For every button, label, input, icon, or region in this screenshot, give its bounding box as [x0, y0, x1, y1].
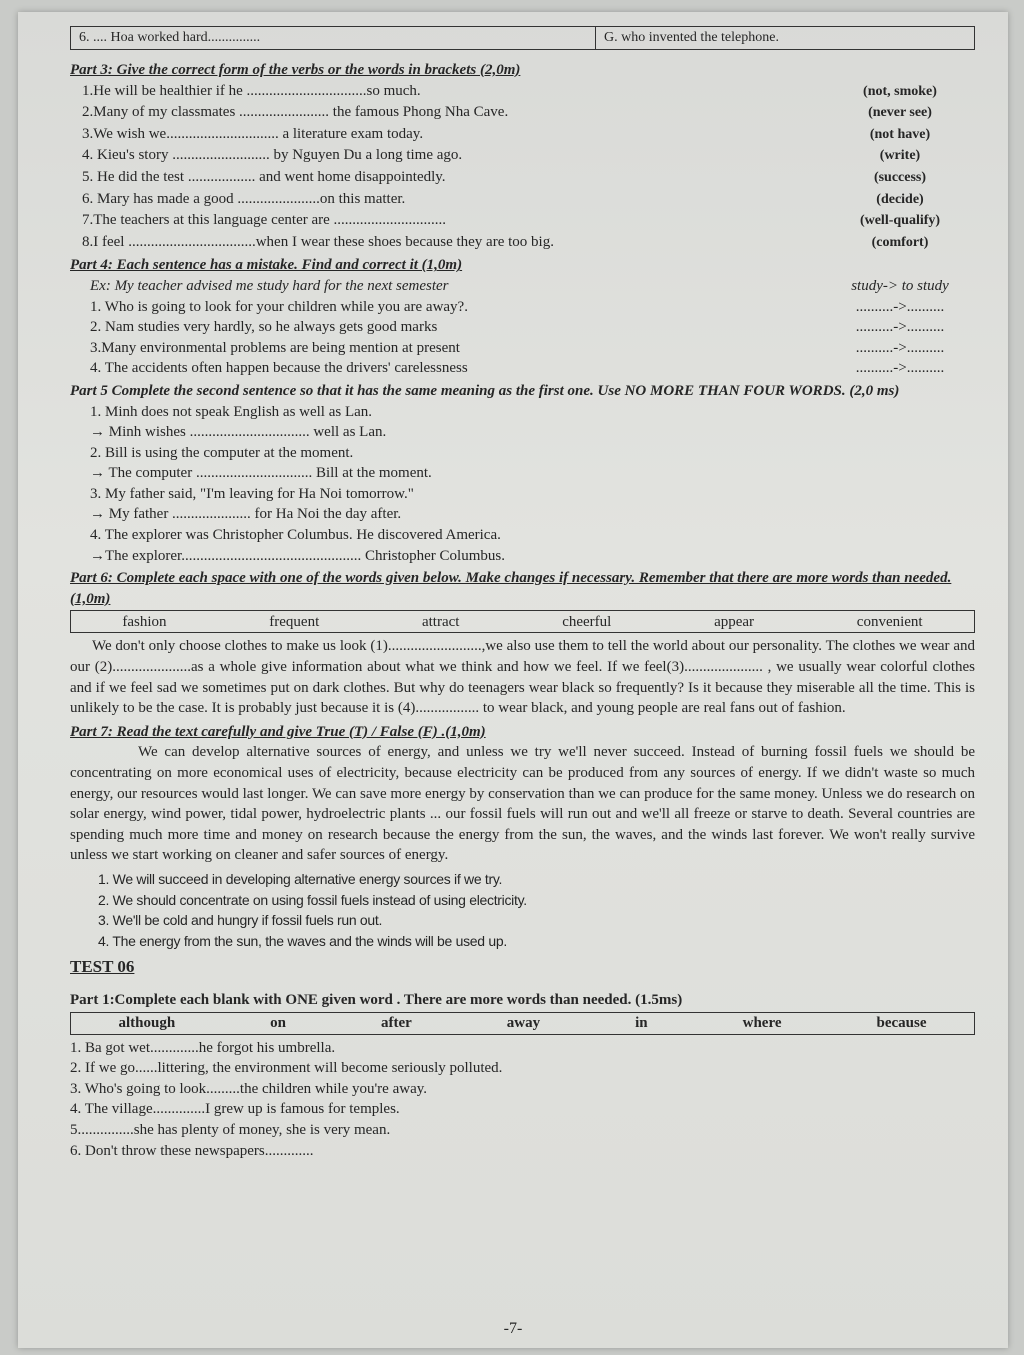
part3-hint: (not, smoke) — [863, 83, 937, 99]
part4-example-answer: study-> to study — [851, 277, 949, 294]
part4-example-text: Ex: My teacher advised me study hard for the next semester — [90, 277, 449, 294]
part3-item — [70, 145, 975, 167]
part3-question: 2.Many of my classmates ........................ the famous Phong Nha Cave. — [82, 104, 509, 121]
test06-part1-heading: Part 1:Complete each blank with ONE given word . There are more words than needed. (1.5ms) — [70, 991, 683, 1008]
part3-hint: (success) — [873, 169, 927, 185]
part4-question: 3.Many environmental problems are being mention at present — [90, 339, 460, 356]
part7-heading: Part 7: Read the text carefully and give True (T) / False (F) .(1,0m) — [70, 723, 486, 740]
matching-left: 6. .... Hoa worked hard............... — [71, 27, 596, 49]
test06-item: 2. If we go......littering, the environment will become seriously polluted. — [70, 1060, 503, 1077]
part3-question: 1.He will be healthier if he ................................so much. — [82, 82, 421, 99]
part4-item — [70, 358, 975, 379]
part3-question: 5. He did the test .................. and went home disappointedly. — [82, 168, 446, 185]
part6-passage: We don't only choose clothes to make us look (1).........................,we also use them to tell the world about our personality. The clothes we wear and our (2).....................as a whole give information about what we think and how we feel. If we feel(3)..................... , we usually wear colorful clothes and if we feel sad we sometimes put on dark clothes. But why do teenagers wear black so frequently? Is it because they miserable all the time. This is unlikely to be the case. It is probably just because it is (4)................. to wear black, and young people are real fans out of fashion. — [70, 638, 975, 717]
part7-statement: 2. We should concentrate on using fossil fuels instead of using electricity. — [98, 891, 527, 908]
test06-item: 6. Don't throw these newspapers............. — [70, 1142, 314, 1159]
part6-word-box — [70, 610, 975, 633]
part3-item — [70, 189, 975, 211]
word-box-item: appear — [714, 613, 755, 630]
part5-line: 1. Minh does not speak English as well as Lan. — [90, 403, 373, 420]
part3-question: 4. Kieu's story .......................... by Nguyen Du a long time ago. — [82, 147, 463, 164]
part5-line: 2. Bill is using the computer at the moment. — [90, 444, 354, 461]
part5-line: → My father ..................... for Ha Noi the day after. — [90, 506, 402, 523]
part3-hint: (decide) — [876, 191, 924, 207]
word-box-item: on — [270, 1014, 287, 1031]
test06-item: 3. Who's going to look.........the children while you're away. — [70, 1080, 428, 1097]
part3-hint: (well-qualify) — [859, 213, 941, 229]
part4-answer-blank: ..........->.......... — [855, 319, 945, 336]
part4-answer-blank: ..........->.......... — [855, 339, 945, 356]
part5-line: → The computer ............................... Bill at the moment. — [90, 465, 432, 482]
part3-question: 8.I feel ..................................when I wear these shoes because they are too big. — [82, 233, 554, 250]
part4-item — [70, 297, 975, 318]
part3-item — [70, 210, 975, 232]
part3-item — [70, 124, 975, 146]
part4-heading: Part 4: Each sentence has a mistake. Find and correct it (1,0m) — [70, 257, 463, 274]
part4-question: 2. Nam studies very hardly, so he always gets good marks — [90, 319, 438, 336]
test06-item: 5...............she has plenty of money, she is very mean. — [70, 1121, 391, 1138]
part5-line: → Minh wishes ................................ well as Lan. — [90, 424, 387, 441]
part3-item — [70, 102, 975, 124]
word-box-item: although — [118, 1014, 176, 1031]
part4-answer-blank: ..........->.......... — [855, 360, 945, 377]
matching-row — [70, 26, 975, 50]
part4-answer-blank: ..........->.......... — [855, 298, 945, 315]
page-number: -7- — [503, 1320, 523, 1337]
word-box-item: where — [742, 1014, 782, 1031]
part3-hint: (never see) — [868, 105, 932, 121]
part4-question: 4. The accidents often happen because the drivers' carelessness — [90, 360, 468, 377]
word-box-item: in — [635, 1014, 648, 1031]
word-box-item: after — [381, 1014, 412, 1031]
word-box-item: away — [506, 1014, 541, 1031]
part5-line: →The explorer................................................ Christopher Columbus. — [90, 547, 505, 564]
matching-right: G. who invented the telephone. — [604, 29, 779, 45]
part3-item — [70, 81, 975, 103]
part3-question: 3.We wish we.............................. a literature exam today. — [82, 125, 424, 142]
part5-line: 3. My father said, "I'm leaving for Ha Noi tomorrow." — [90, 485, 414, 502]
part3-question: 7.The teachers at this language center are .............................. — [82, 212, 447, 229]
part3-hint: (write) — [879, 148, 921, 164]
word-box-item: because — [876, 1014, 927, 1031]
worksheet-page — [18, 12, 1008, 1348]
word-box-item: convenient — [856, 613, 923, 630]
part3-item — [70, 167, 975, 189]
part3-list — [70, 81, 975, 254]
part5-heading: Part 5 Complete the second sentence so that it has the same meaning as the first one. Use NO MORE THAN FOUR WORDS. (2,0 ms) — [70, 382, 900, 399]
worksheet-content — [70, 26, 975, 1161]
part3-question: 6. Mary has made a good ......................on this matter. — [82, 190, 406, 207]
part3-heading: Part 3: Give the correct form of the verbs or the words in brackets (2,0m) — [70, 62, 521, 78]
part5-line: 4. The explorer was Christopher Columbus. He discovered America. — [90, 527, 501, 544]
word-box-item: attract — [421, 613, 460, 630]
part3-hint: (comfort) — [871, 234, 929, 250]
test06-item: 1. Ba got wet.............he forgot his umbrella. — [70, 1039, 336, 1056]
part7-passage: We can develop alternative sources of energy, and unless we try we'll never succeed. Instead of burning fossil fuels we should be concentrating on more economical uses of electricity, because electricity can be produced from any sources of energy. If we didn't waste so much energy, our resources would last longer. We can save more energy by conservation than we can produce for the same money. Unless we do research on solar energy, wind power, tidal power, hydroelectric plants ... our fossil fuels will run out and we'll all freeze or starve to death. Several countries are spending much more time and money on research because the energy from the sun, the waves, and the winds last forever. We won't really survive unless we start working on cleaner and safer sources of energy. — [70, 744, 975, 864]
part4-item — [70, 338, 975, 359]
test06-word-box — [70, 1012, 975, 1035]
part4-example — [70, 276, 975, 297]
part7-statement: 4. The energy from the sun, the waves and the winds will be used up. — [98, 932, 507, 949]
part7-statement: 1. We will succeed in developing alternative energy sources if we try. — [98, 870, 503, 887]
word-box-item: frequent — [269, 613, 320, 630]
part3-hint: (not have) — [869, 126, 931, 142]
word-box-item: cheerful — [562, 613, 612, 630]
part4-question: 1. Who is going to look for your children while you are away?. — [90, 298, 468, 315]
part6-heading: Part 6: Complete each space with one of the words given below. Make changes if necessary. Remember that there are more words than needed. (1,0m) — [70, 570, 952, 607]
part3-item — [70, 232, 975, 254]
test06-title: TEST 06 — [70, 957, 135, 977]
part4-item — [70, 317, 975, 338]
part7-statement: 3. We'll be cold and hungry if fossil fuels run out. — [98, 912, 383, 929]
word-box-item: fashion — [122, 613, 167, 630]
test06-item: 4. The village..............I grew up is famous for temples. — [70, 1101, 400, 1118]
